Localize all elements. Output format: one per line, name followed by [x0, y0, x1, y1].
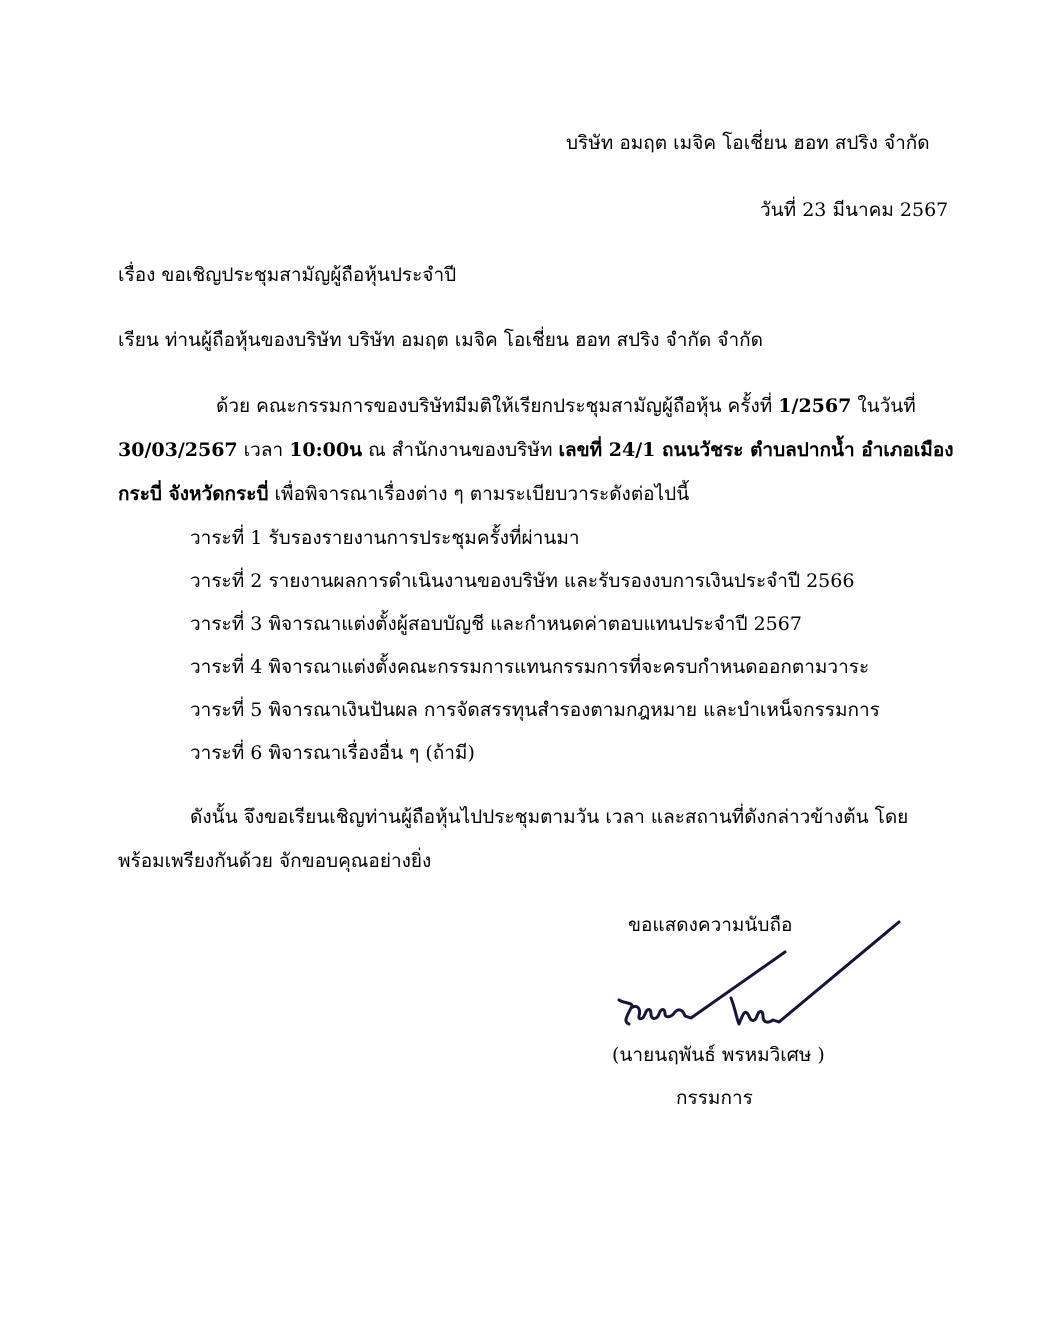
body-line-1 — [216, 394, 916, 418]
body-line-3 — [118, 482, 689, 506]
meeting-date: 30/03/2567 — [118, 439, 238, 461]
agenda-item: วาระที่ 5 พิจารณาเงินปันผล การจัดสรรทุนสำรองตามกฎหมาย และบำเหน็จกรรมการ — [190, 699, 880, 721]
letter-date: วันที่ 23 มีนาคม 2567 — [760, 199, 949, 221]
body-text: เวลา — [237, 439, 290, 461]
agenda-item: วาระที่ 3 พิจารณาแต่งตั้งผู้สอบบัญชี และกำหนดค่าตอบแทนประจำปี 2567 — [190, 613, 802, 635]
body-text: ด้วย คณะกรรมการของบริษัทมีมติให้เรียกประชุมสามัญผู้ถือหุ้น ครั้งที่ — [216, 395, 779, 417]
signer-position: กรรมการ — [676, 1087, 753, 1109]
meeting-address: เลขที่ 24/1 ถนนวัชระ ตำบลปากน้ำ อำเภอเมือง — [558, 439, 954, 461]
regards-text: ขอแสดงความนับถือ — [628, 914, 793, 936]
closing-line-1: ดังนั้น จึงขอเรียนเชิญท่านผู้ถือหุ้นไปประชุมตามวัน เวลา และสถานที่ดังกล่าวข้างต้น โดย — [190, 806, 909, 828]
body-text: ในวันที่ — [851, 395, 916, 417]
body-text: เพื่อพิจารณาเรื่องต่าง ๆ ตามระเบียบวาระดังต่อไปนี้ — [268, 483, 690, 505]
signer-name: (นายนฤพันธ์ พรหมวิเศษ ) — [612, 1044, 825, 1066]
closing-line-2: พร้อมเพรียงกันด้วย จักขอบคุณอย่างยิ่ง — [118, 850, 432, 872]
agenda-item: วาระที่ 2 รายงานผลการดำเนินงานของบริษัท และรับรองงบการเงินประจำปี 2566 — [190, 570, 855, 592]
handwritten-signature — [605, 912, 905, 1042]
agenda-item: วาระที่ 4 พิจารณาแต่งตั้งคณะกรรมการแทนกรรมการที่จะครบกำหนดออกตามวาระ — [190, 656, 870, 678]
company-name: บริษัท อมฤต เมจิค โอเชี่ยน ฮอท สปริง จำกัด — [566, 132, 930, 154]
body-line-2 — [118, 438, 954, 462]
body-text: ณ สำนักงานของบริษัท — [362, 439, 559, 461]
subject-line: เรื่อง ขอเชิญประชุมสามัญผู้ถือหุ้นประจำปี — [118, 264, 457, 286]
meeting-number: 1/2567 — [778, 395, 852, 417]
meeting-province: กระบี่ จังหวัดกระบี่ — [118, 483, 269, 505]
recipient-line: เรียน ท่านผู้ถือหุ้นของบริษัท บริษัท อมฤต เมจิค โอเชี่ยน ฮอท สปริง จำกัด จำกัด — [118, 329, 763, 351]
agenda-item: วาระที่ 1 รับรองรายงานการประชุมครั้งที่ผ่านมา — [190, 527, 580, 549]
meeting-time: 10:00น — [289, 439, 363, 461]
agenda-item: วาระที่ 6 พิจารณาเรื่องอื่น ๆ (ถ้ามี) — [190, 742, 475, 764]
